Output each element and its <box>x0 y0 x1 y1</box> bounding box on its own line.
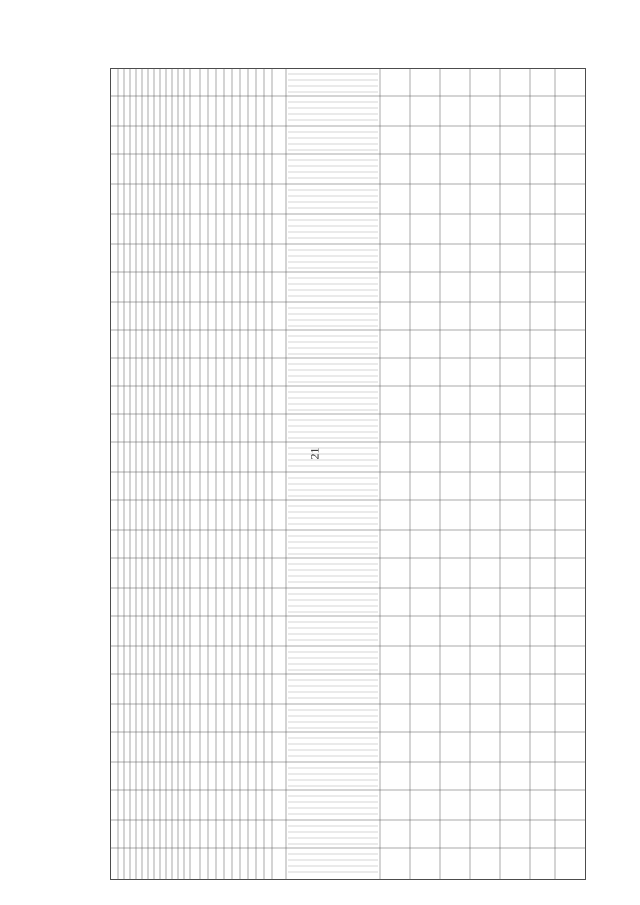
page-number: 21 <box>307 447 322 460</box>
program-table-grid <box>110 68 586 880</box>
